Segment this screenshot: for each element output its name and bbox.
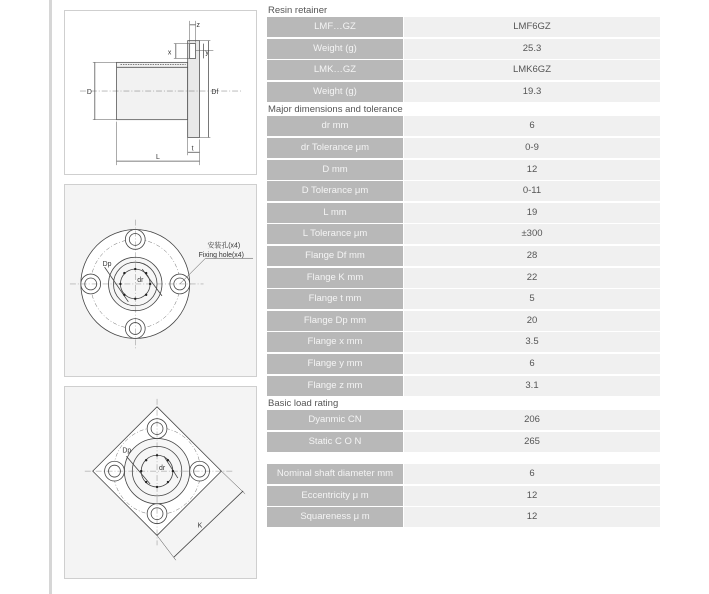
section-title-resin-retainer: Resin retainer xyxy=(268,5,328,16)
row-value: 3.5 xyxy=(404,332,660,352)
label-l: L xyxy=(156,154,160,162)
row-label: LMK…GZ xyxy=(267,60,403,80)
table-row xyxy=(267,354,660,374)
table-row xyxy=(267,181,660,201)
table-row xyxy=(267,246,660,266)
table-row xyxy=(267,311,660,331)
label-dr: dr xyxy=(159,465,166,473)
square-flange-drawing xyxy=(64,386,257,579)
round-flange-svg xyxy=(65,185,256,376)
row-label: Flange t mm xyxy=(267,289,403,309)
table-row xyxy=(267,289,660,309)
table-row xyxy=(267,268,660,288)
table-row xyxy=(267,376,660,396)
row-value: 3.1 xyxy=(404,376,660,396)
table-row xyxy=(267,60,660,80)
page-left-border xyxy=(49,0,52,594)
row-label: Flange K mm xyxy=(267,268,403,288)
side-view-svg xyxy=(65,11,256,174)
row-value: 19.3 xyxy=(404,82,660,102)
row-label: Flange Dp mm xyxy=(267,311,403,331)
row-value: 206 xyxy=(404,410,660,430)
row-value: 22 xyxy=(404,268,660,288)
row-label: L Tolerance μm xyxy=(267,224,403,244)
row-value: LMF6GZ xyxy=(404,17,660,37)
table-row xyxy=(267,138,660,158)
row-label: Weight (g) xyxy=(267,82,403,102)
row-label: Nominal shaft diameter mm xyxy=(267,464,403,484)
table-row xyxy=(267,486,660,506)
table-row xyxy=(267,39,660,59)
section-title-basic-load-rating: Basic load rating xyxy=(268,398,339,410)
row-label: LMF…GZ xyxy=(267,17,403,37)
label-dp: Dp xyxy=(102,261,112,269)
row-value: 0-11 xyxy=(404,181,660,201)
row-value: 12 xyxy=(404,160,660,180)
section-gap xyxy=(267,453,660,464)
row-value: 20 xyxy=(404,311,660,331)
row-label: Static C O N xyxy=(267,432,403,452)
spec-table xyxy=(267,4,660,529)
row-value: LMK6GZ xyxy=(404,60,660,80)
table-row xyxy=(267,224,660,244)
label-fixing-hole-cn: 安装孔(x4) xyxy=(207,242,241,250)
section-title-major-dimensions: Major dimensions and tolerance xyxy=(268,104,403,116)
label-y: y xyxy=(205,49,209,57)
label-k: K xyxy=(197,522,203,530)
row-label: Flange x mm xyxy=(267,332,403,352)
row-value: ±300 xyxy=(404,224,660,244)
row-label: Weight (g) xyxy=(267,39,403,59)
row-value: 5 xyxy=(404,289,660,309)
label-fixing-hole-en: Fixing hole(x4) xyxy=(198,252,244,260)
row-label: Flange y mm xyxy=(267,354,403,374)
row-value: 6 xyxy=(404,464,660,484)
row-value: 6 xyxy=(404,354,660,374)
row-label: Eccentricity μ m xyxy=(267,486,403,506)
table-row xyxy=(267,432,660,452)
table-row xyxy=(267,116,660,136)
table-row xyxy=(267,17,660,37)
label-dp: Dp xyxy=(122,447,132,455)
row-label: D Tolerance μm xyxy=(267,181,403,201)
row-value: 19 xyxy=(404,203,660,223)
label-t: t xyxy=(191,145,194,153)
label-x: x xyxy=(167,49,172,57)
row-value: 12 xyxy=(404,507,660,527)
square-flange-svg xyxy=(65,387,256,578)
row-value: 265 xyxy=(404,432,660,452)
row-label: dr Tolerance μm xyxy=(267,138,403,158)
row-value: 6 xyxy=(404,116,660,136)
row-value: 28 xyxy=(404,246,660,266)
label-df: Df xyxy=(211,88,219,96)
row-label: D mm xyxy=(267,160,403,180)
label-z: z xyxy=(196,21,201,29)
table-row xyxy=(267,410,660,430)
table-row xyxy=(267,160,660,180)
row-label: L mm xyxy=(267,203,403,223)
table-row xyxy=(267,82,660,102)
row-value: 12 xyxy=(404,486,660,506)
row-label: Squareness μ m xyxy=(267,507,403,527)
table-row xyxy=(267,332,660,352)
round-flange-drawing xyxy=(64,184,257,377)
label-dr: dr xyxy=(137,276,144,284)
table-row xyxy=(267,203,660,223)
row-value: 0-9 xyxy=(404,138,660,158)
row-label: Dyanmic CN xyxy=(267,410,403,430)
row-label: dr mm xyxy=(267,116,403,136)
row-label: Flange Df mm xyxy=(267,246,403,266)
label-d: D xyxy=(86,88,92,96)
table-row xyxy=(267,464,660,484)
row-value: 25.3 xyxy=(404,39,660,59)
row-label: Flange z mm xyxy=(267,376,403,396)
table-row xyxy=(267,507,660,527)
side-view-drawing xyxy=(64,10,257,175)
